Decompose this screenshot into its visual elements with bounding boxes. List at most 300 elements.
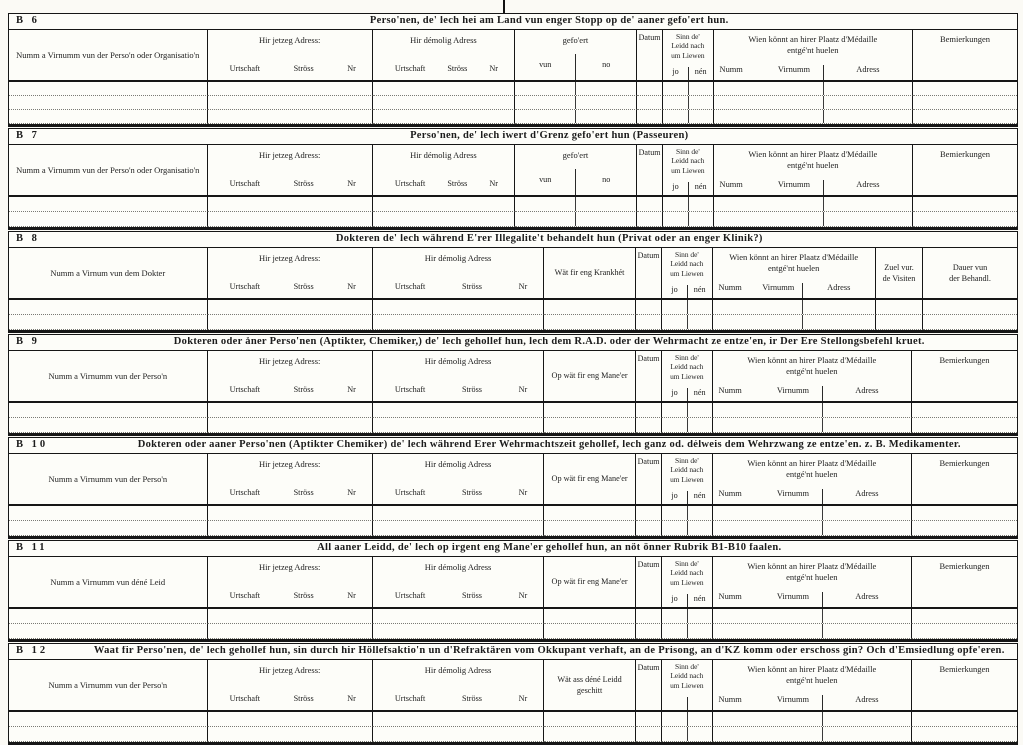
fold-mark-icon	[503, 0, 505, 13]
entry-cell	[663, 110, 713, 124]
virnumm-adress-divider	[823, 197, 824, 211]
col-header-former-address	[373, 30, 515, 80]
entry-cell	[208, 300, 373, 315]
jo-label: jo	[672, 182, 679, 191]
medal-recipient-line: entgé'nt huelen	[786, 366, 838, 377]
entry-cell	[713, 609, 913, 624]
col-header-current-address	[208, 30, 373, 80]
entry-row	[9, 110, 1017, 124]
entry-cell	[662, 521, 712, 536]
urtschaft-label: Urtschaft	[229, 488, 261, 498]
jo-nen-divider	[687, 403, 688, 417]
jo-nen-divider	[688, 110, 689, 123]
entry-cell	[713, 521, 913, 536]
still-alive-label	[663, 30, 712, 60]
entry-cell	[9, 315, 208, 330]
entry-cell	[923, 300, 1017, 315]
section-id-label: B 10	[16, 439, 49, 451]
nr-label: Nr	[347, 282, 356, 292]
still-alive-line: Sinn de'	[674, 662, 699, 671]
virnumm-adress-divider	[823, 110, 824, 123]
entry-cell	[713, 727, 913, 742]
entry-cell	[208, 110, 373, 124]
former-address-label: Hir démolig Adress	[424, 562, 492, 572]
col-header-transported	[515, 30, 637, 80]
section-header-row	[9, 454, 1017, 506]
address-subheaders	[373, 179, 514, 195]
still-alive-line: Sinn de'	[674, 559, 699, 568]
entry-cell	[713, 300, 876, 315]
entry-cell	[637, 212, 663, 227]
section-title: Perso'nen, de' lech hei am Land vun enger Stopp op de' aaner gefo'ert hun.	[369, 16, 729, 27]
entry-cell	[913, 96, 1017, 110]
address-subheaders	[208, 488, 372, 504]
entry-cell	[373, 212, 515, 227]
entry-cell	[636, 300, 662, 315]
col-header-still-alive	[662, 660, 712, 710]
address-subheaders	[208, 385, 372, 401]
nr-label: Nr	[489, 179, 498, 189]
entry-rows	[9, 712, 1017, 742]
still-alive-subheaders	[662, 697, 711, 710]
urtschaft-label: Urtschaft	[394, 179, 426, 189]
current-address-label: Hir jetzeg Adress:	[259, 35, 321, 45]
entry-row	[9, 521, 1017, 536]
entry-cell	[373, 418, 544, 433]
nr-label: Nr	[347, 179, 356, 189]
entry-cell	[9, 197, 208, 212]
medal-recipient-label	[713, 660, 912, 686]
jo-nen-divider	[687, 712, 688, 726]
still-alive-line: um Liewen	[670, 474, 704, 484]
still-alive-subheaders	[662, 285, 711, 298]
col-header-still-alive	[662, 557, 712, 607]
stross-label: Ströss	[461, 694, 482, 704]
entry-cell	[208, 96, 373, 110]
still-alive-line: um Liewen	[670, 577, 704, 587]
still-alive-line: um Liewen	[670, 680, 704, 690]
address-subheaders	[373, 591, 543, 607]
section-title: All aaner Leidd, de' lech op irgent eng Mane'er gehollef hun, an nöt önner Rubrik B1-B10 faalen.	[317, 543, 782, 554]
nen-label: nén	[687, 285, 712, 298]
nr-label: Nr	[347, 385, 356, 395]
transported-label: gefo'ert	[562, 35, 589, 45]
no-label: no	[575, 169, 635, 195]
entry-cell	[544, 506, 636, 521]
entry-cell	[637, 82, 663, 96]
transported-label: gefo'ert	[562, 150, 589, 160]
stross-label: Ströss	[447, 179, 468, 189]
col-header-date: Datum	[636, 660, 662, 710]
still-alive-line: um Liewen	[671, 50, 705, 60]
medal-recipient-label	[713, 454, 912, 480]
entry-cell	[663, 197, 713, 212]
nr-label: Nr	[518, 282, 528, 292]
entry-cell	[9, 624, 208, 639]
still-alive-subheaders	[662, 388, 711, 401]
nr-label: Nr	[347, 488, 356, 498]
stross-label: Ströss	[293, 591, 314, 601]
urtschaft-label: Urtschaft	[394, 488, 426, 498]
entry-cell	[913, 197, 1017, 212]
still-alive-subheaders	[662, 594, 711, 607]
medal-recipient-subheaders	[714, 180, 913, 195]
entry-cell	[637, 110, 663, 124]
entry-cell	[662, 624, 712, 639]
medal-recipient-line: entgé'nt huelen	[787, 160, 839, 171]
jo-nen-divider	[688, 96, 689, 109]
section-title: Dokteren oder åner Perso'nen (Aptikter, Chemiker,) de' lech gehollef hun, lech dem R.A.D. oder der Wehrmacht ze entze'en, ir Der Ere Stellongsbefehl kruet.	[173, 337, 925, 348]
jo-nen-divider	[687, 300, 688, 314]
stross-label: Ströss	[293, 385, 314, 395]
entry-row	[9, 197, 1017, 212]
entry-cell	[544, 609, 636, 624]
entry-cell	[373, 315, 544, 330]
col-header-remarks: Bemierkungen	[939, 149, 991, 159]
entry-cell	[544, 727, 636, 742]
medal-recipient-subheaders	[713, 283, 875, 298]
jo-label: jo	[671, 491, 678, 500]
col-header-current-address	[208, 145, 373, 195]
stross-label: Ströss	[293, 694, 314, 704]
virnumm-label: Virnumm	[776, 489, 809, 498]
virnumm-adress-divider	[822, 403, 823, 417]
address-subheaders	[373, 64, 514, 80]
nr-label: Nr	[518, 694, 528, 704]
address-subheaders	[373, 282, 543, 298]
virnumm-label: Virnumm	[762, 283, 795, 292]
still-alive-line: Leidd nach	[670, 568, 704, 578]
jo-nen-divider	[687, 727, 688, 741]
entry-rows	[9, 82, 1017, 124]
entry-cell	[373, 197, 515, 212]
entry-cell	[9, 300, 208, 315]
col-header-middle	[544, 557, 636, 607]
section-header-row	[9, 660, 1017, 712]
entry-cell	[515, 110, 637, 124]
entry-cell	[636, 521, 662, 536]
entry-cell	[662, 727, 712, 742]
nr-label: Nr	[347, 591, 356, 601]
urtschaft-label: Urtschaft	[394, 282, 426, 292]
virnumm-adress-divider	[823, 82, 824, 95]
col-header-medal-recipient	[713, 248, 876, 298]
still-alive-line: Leidd nach	[670, 671, 704, 681]
entry-cell	[636, 418, 662, 433]
section-titlebar	[9, 129, 1017, 145]
still-alive-line: Sinn de'	[675, 32, 700, 41]
nen-label: nén	[687, 491, 712, 504]
entry-cell	[373, 96, 515, 110]
address-subheaders	[208, 64, 372, 80]
jo-nen-divider	[688, 82, 689, 95]
virnumm-adress-divider	[822, 609, 823, 623]
col-header-former-address	[373, 351, 544, 401]
col-header-former-address	[373, 145, 515, 195]
still-alive-label	[663, 145, 712, 175]
section-titlebar	[9, 541, 1017, 557]
entry-cell	[208, 212, 373, 227]
address-subheaders	[208, 591, 372, 607]
current-address-label: Hir jetzeg Adress:	[259, 150, 321, 160]
entry-rows	[9, 403, 1017, 433]
former-address-label: Hir démolig Adress	[410, 35, 477, 45]
entry-cell	[208, 712, 373, 727]
form-section-b9	[8, 334, 1018, 436]
entry-cell	[662, 506, 712, 521]
still-alive-line: um Liewen	[671, 165, 705, 175]
current-address-label: Hir jetzeg Adress:	[259, 562, 321, 572]
former-address-label: Hir démolig Adress	[410, 150, 477, 160]
vun-no-divider	[575, 82, 576, 95]
entry-cell	[9, 403, 208, 418]
entry-cell	[9, 110, 208, 124]
entry-row	[9, 82, 1017, 96]
medal-recipient-label	[714, 30, 913, 56]
nr-label: Nr	[518, 488, 528, 498]
entry-cell	[636, 506, 662, 521]
entry-cell	[923, 315, 1017, 330]
stross-label: Ströss	[293, 64, 314, 74]
still-alive-label	[662, 248, 711, 278]
entry-cell	[373, 300, 544, 315]
col-header-current-address	[208, 660, 373, 710]
jo-nen-divider	[687, 506, 688, 520]
stross-label: Ströss	[293, 179, 314, 189]
vun-no-divider	[575, 212, 576, 226]
entry-cell	[9, 212, 208, 227]
entry-row	[9, 727, 1017, 742]
jo-nen-divider	[687, 609, 688, 623]
section-titlebar	[9, 14, 1017, 30]
entry-rows	[9, 197, 1017, 227]
entry-cell	[713, 624, 913, 639]
col-header-name: Numm a Virnum vun dem Dokter	[9, 248, 208, 298]
col-header-date: Datum	[636, 454, 662, 504]
entry-rows	[9, 300, 1017, 330]
numm-label: Numm	[718, 695, 742, 704]
entry-cell	[544, 403, 636, 418]
medal-recipient-line: entgé'nt huelen	[787, 45, 839, 56]
entry-cell	[544, 300, 636, 315]
entry-cell	[9, 418, 208, 433]
transported-subheaders	[515, 169, 636, 195]
col-header-still-alive	[663, 30, 713, 80]
middle-label-line: Wät fir eng Krankhét	[554, 268, 625, 278]
entry-cell	[208, 418, 373, 433]
entry-cell	[912, 403, 1017, 418]
stross-label: Ströss	[461, 282, 482, 292]
medal-recipient-subheaders	[713, 592, 912, 607]
treatment-duration-line: Dauer vun	[952, 262, 988, 272]
urtschaft-label: Urtschaft	[229, 591, 261, 601]
entry-row	[9, 418, 1017, 433]
col-header-name: Numm a Virnumm vun der Perso'n oder Organisatio'n	[9, 30, 208, 80]
section-id-label: B 6	[16, 15, 40, 27]
section-title: Dokteren de' lech während E'rer Illegalite't behandelt hun (Privat oder an enger Klinik?)	[335, 234, 763, 245]
urtschaft-label: Urtschaft	[229, 64, 261, 74]
medal-recipient-subheaders	[714, 65, 913, 80]
section-title: Waat fir Perso'nen, de' lech gehollef hun, sin durch hir Höllefsaktio'n un d'Refraktären vom Okkupant verhaft, an de Prisong, an d'KZ komm oder erschoss gin? Och d'Emsiedlung opfe'eren.	[93, 646, 1005, 657]
entry-cell	[662, 418, 712, 433]
jo-nen-divider	[688, 197, 689, 211]
form-section-b12	[8, 643, 1018, 745]
col-header-middle	[544, 351, 636, 401]
jo-nen-divider	[687, 624, 688, 638]
medal-recipient-label	[713, 248, 875, 274]
entry-cell	[714, 197, 914, 212]
treatment-duration-line: der Behandl.	[949, 274, 991, 283]
section-header-row	[9, 351, 1017, 403]
col-header-remarks: Bemierkungen	[939, 561, 990, 571]
urtschaft-label: Urtschaft	[394, 64, 426, 74]
entry-cell	[636, 624, 662, 639]
entry-cell	[515, 212, 637, 227]
entry-cell	[373, 506, 544, 521]
entry-cell	[9, 82, 208, 96]
entry-cell	[714, 110, 914, 124]
entry-cell	[637, 96, 663, 110]
visit-count-line: Zuel vur.	[884, 262, 914, 272]
entry-cell	[544, 712, 636, 727]
entry-row	[9, 315, 1017, 330]
urtschaft-label: Urtschaft	[229, 385, 261, 395]
col-header-remarks: Bemierkungen	[939, 664, 990, 674]
entry-row	[9, 212, 1017, 227]
numm-label: Numm	[719, 65, 743, 74]
nen-label: nén	[687, 388, 712, 401]
former-address-label: Hir démolig Adress	[424, 253, 492, 263]
entry-row	[9, 624, 1017, 639]
entry-cell	[876, 300, 923, 315]
entry-cell	[713, 315, 876, 330]
medal-recipient-label	[713, 351, 912, 377]
entry-cell	[373, 727, 544, 742]
col-header-still-alive	[662, 248, 712, 298]
middle-label-line: Op wät fir eng Mane'er	[551, 371, 628, 381]
col-header-medal-recipient	[713, 351, 913, 401]
adress-label: Adress	[822, 489, 911, 504]
col-header-transported	[515, 145, 637, 195]
jo-nen-divider	[687, 418, 688, 432]
col-header-name: Numm a Virnumm vun der Perso'n	[9, 454, 208, 504]
urtschaft-label: Urtschaft	[394, 591, 426, 601]
virnumm-adress-divider	[822, 712, 823, 726]
section-header-row	[9, 145, 1017, 197]
former-address-label: Hir démolig Adress	[424, 665, 492, 675]
entry-cell	[912, 624, 1017, 639]
entry-cell	[544, 624, 636, 639]
virnumm-adress-divider	[823, 212, 824, 226]
still-alive-label	[662, 351, 711, 381]
still-alive-line: um Liewen	[670, 371, 704, 381]
col-header-date: Datum	[637, 145, 663, 195]
col-header-remarks: Bemierkungen	[939, 34, 991, 44]
section-id-label: B 9	[16, 336, 40, 348]
entry-cell	[912, 727, 1017, 742]
entry-cell	[208, 727, 373, 742]
visit-count-line: de Visiten	[882, 274, 916, 283]
col-header-treatment-duration	[923, 248, 1017, 298]
medal-recipient-line: Wien könnt an hirer Plaatz d'Médaille	[748, 149, 878, 159]
entry-cell	[544, 521, 636, 536]
form-section-b7	[8, 128, 1018, 230]
still-alive-subheaders	[662, 491, 711, 504]
still-alive-line: Sinn de'	[674, 353, 699, 362]
col-header-medal-recipient	[714, 30, 914, 80]
section-id-label: B 11	[16, 542, 48, 554]
address-subheaders	[208, 694, 372, 710]
entry-cell	[912, 712, 1017, 727]
entry-cell	[876, 315, 923, 330]
col-header-medal-recipient	[713, 454, 913, 504]
entry-cell	[913, 110, 1017, 124]
entry-cell	[9, 506, 208, 521]
entry-cell	[714, 96, 914, 110]
entry-row	[9, 712, 1017, 727]
adress-label: Adress	[822, 695, 911, 710]
still-alive-line: Leidd nach	[670, 259, 704, 269]
col-header-medal-recipient	[713, 660, 913, 710]
medal-recipient-line: entgé'nt huelen	[786, 675, 838, 686]
form-sections-container	[8, 13, 1018, 745]
entry-cell	[662, 315, 712, 330]
stross-label: Ströss	[447, 64, 468, 74]
jo-label	[662, 697, 687, 710]
col-header-medal-recipient	[714, 145, 914, 195]
entry-row	[9, 300, 1017, 315]
entry-cell	[636, 609, 662, 624]
nr-label: Nr	[489, 64, 498, 74]
medal-recipient-subheaders	[713, 695, 912, 710]
still-alive-line: Leidd nach	[670, 362, 704, 372]
col-header-date: Datum	[637, 30, 663, 80]
adress-label: Adress	[823, 65, 912, 80]
address-subheaders	[373, 694, 543, 710]
entry-cell	[9, 609, 208, 624]
medal-recipient-line: Wien könnt an hirer Plaatz d'Médaille	[747, 458, 877, 468]
numm-label: Numm	[718, 489, 742, 498]
virnumm-adress-divider	[802, 315, 803, 329]
section-header-row	[9, 30, 1017, 82]
nen-label: nén	[688, 67, 713, 80]
col-header-name: Numm a Virnumm vun der Perso'n	[9, 351, 208, 401]
urtschaft-label: Urtschaft	[394, 694, 426, 704]
medal-recipient-label	[714, 145, 913, 171]
col-header-former-address	[373, 248, 544, 298]
numm-label: Numm	[718, 386, 742, 395]
entry-cell	[515, 96, 637, 110]
urtschaft-label: Urtschaft	[229, 694, 261, 704]
current-address-label: Hir jetzeg Adress:	[259, 356, 321, 366]
virnumm-label: Virnumm	[777, 65, 810, 74]
entry-cell	[913, 82, 1017, 96]
still-alive-label	[662, 660, 711, 690]
entry-cell	[373, 521, 544, 536]
entry-cell	[208, 82, 373, 96]
current-address-label: Hir jetzeg Adress:	[259, 253, 321, 263]
entry-cell	[515, 197, 637, 212]
nen-label: nén	[687, 594, 712, 607]
entry-cell	[208, 197, 373, 212]
numm-label: Numm	[719, 180, 743, 189]
entry-cell	[373, 82, 515, 96]
nr-label: Nr	[347, 64, 356, 74]
entry-cell	[208, 315, 373, 330]
still-alive-label	[662, 454, 711, 484]
col-header-still-alive	[663, 145, 713, 195]
medal-recipient-line: entgé'nt huelen	[786, 572, 838, 583]
